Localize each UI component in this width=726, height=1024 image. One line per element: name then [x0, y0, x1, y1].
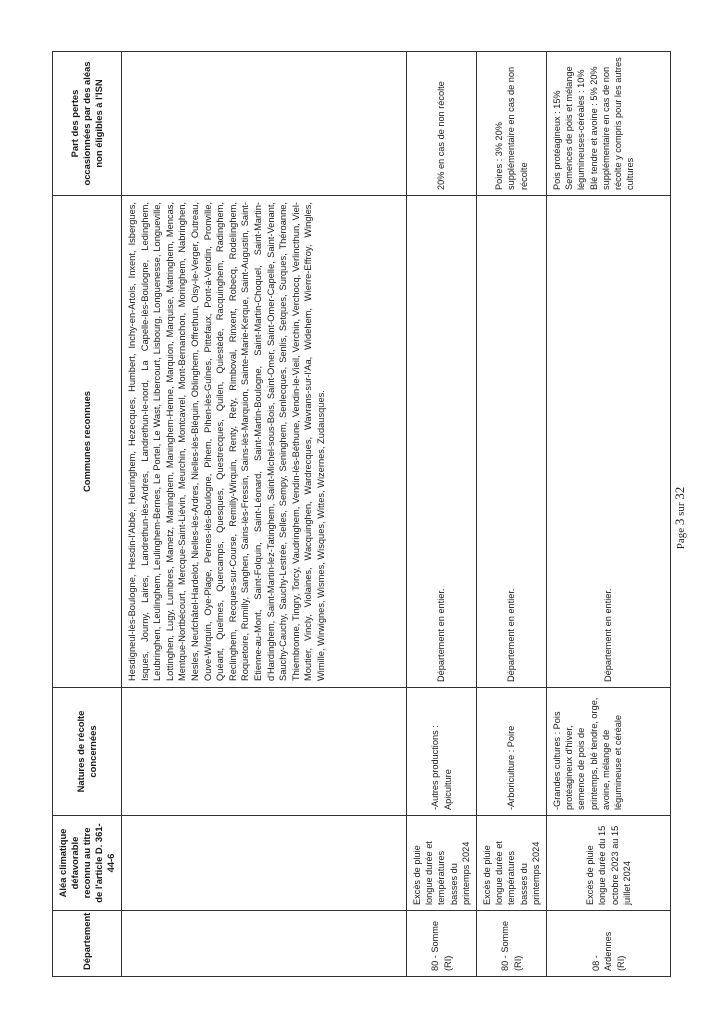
cell-alea: Excès de pluie longue durée du 15 octobre 2023 au 15 juillet 2024 — [547, 816, 671, 911]
table-row — [122, 52, 407, 977]
header-part: Part des pertes occasionnées par des aléas non éligibles à l'ISN — [53, 52, 122, 196]
cell-communes: Département en entier. — [477, 196, 547, 688]
cell-alea: Excès de pluie longue durée et températures basses du printemps 2024 — [477, 816, 547, 911]
cell-communes: Département en entier. — [547, 196, 671, 688]
cell-natures: -Grandes cultures : Pois protéagineux d'hiver, semence de pois de printemps, blé tendre, orge, avoine, mélange de légumineuse et céréale — [547, 688, 671, 816]
page-current: 3 — [672, 518, 687, 526]
cell-natures: -Arboriculture : Poire — [477, 688, 547, 816]
cell-part — [122, 52, 407, 196]
page-total: 32 — [672, 486, 687, 500]
header-departement: Département — [53, 911, 122, 977]
header-communes: Communes reconnues — [53, 196, 122, 688]
recognition-table — [52, 51, 671, 977]
cell-natures — [122, 688, 407, 816]
cell-departement: 80 - Somme (RI) — [477, 911, 547, 977]
header-natures: Natures de récolte concernées — [53, 688, 122, 816]
cell-part: Pois protéagineux : 15% Semences de pois et mélange légumineuses-céréales : 10% Blé tendre et avoine : 5% 20% supplémentaire en cas de non récolte y compris pour les autres cultures — [547, 52, 671, 196]
table-header-row — [53, 52, 122, 977]
cell-alea: Excès de pluie longue durée et températures basses du printemps 2024 — [407, 816, 477, 911]
page-separator: sur — [675, 502, 687, 516]
cell-communes: Hesdigneul-lès-Boulogne, Hesdin-l'Abbé, Heuringhem, Hezecques, Humbert, Inchy-en-Artois, Inxent, Isbergues, Isques, Journy, Laires, Landrethun-lès-Ardres, Landrethun-le-nord, La Capelle-lès-Boulogne, Ledinghem, Leubringhen, Leulinghem, Leulinghem-Bernes, Le Portel, Le Wast, Libercourt, Lisbourg, Longuenesse, Longueville, Lottinghen, Lugy, Lumbres, Mametz, Maninghem, Maninghem-Henne, Marquion, Marquise, Matringhem, Mencas, Mentque-Nortbécourt, Mercque-Saint-Liévin, Meurchin, Montcavrel, Mont-Bernanchon, Moringhem, Nabringhen, Nesles, Neufchâtel-Hardelot, Nielles-lès-Ardres, Nielles-lès-Bléquin, Oblinghem, Offrethun, Oisy-le-Verger, Outreau, Ouve-Wirquin, Oye-Plage, Pernes-lès-Boulogne, Pihem, Pihen-lès-Guînes, Pittefaux, Pont-à-Vendin, Pronville, Quéant, Quelmes, Quercamps, Quesques, Questrecques, Quilen, Quiestède, Racquinghem, Radinghem, Reclinghem, Recques-sur-Course, Remilly-Wirquin, Renty, Rety, Rimboval, Rinxent, Robecq, Rodelinghem, Roquetoire, Rumilly, Sanghen, Sains-lès-Fressin, Sains-lès-Marquion, Sainte-Marie-Kerque, Saint-Augustin, Saint-Etienne-au-Mont, Saint-Folquin, Saint-Léonard, Saint-Martin-Boulogne, Saint-Martin-Choquel, Saint-Martin-d'Hardinghem, Saint-Martin-lez-Tatinghem, Saint-Michel-sous-Bois, Saint-Omer, Saint-Omer-Capelle, Saint-Venant, Sauchy-Cauchy, Sauchy-Lestrée, Selles, Sempy, Seninghem, Senlecques, Senlis, Setques, Surques, Théroanne, Thiembronne, Tingry, Torcy, Vaudringhem, Vendin-lès-Béthune, Vendin-le-Vieil, Verchin, Verchocq, Verlincthun, Viel-Moutier, Vincly, Violaines, Wacquinghen, Wardrecques, Wavrans-sur-l'Aa, Widehem, Wierre-Effroy, Wingles, Wimille, Wirwignes, Wismes, Wisques, Wittes, Wizernes, Zudausques. — [122, 196, 407, 688]
rotated-table-wrapper — [52, 52, 662, 977]
cell-alea — [122, 816, 407, 911]
cell-departement — [122, 911, 407, 977]
table-row — [547, 52, 671, 977]
table-row — [407, 52, 477, 977]
cell-departement: 80 - Somme (RI) — [407, 911, 477, 977]
page-prefix: Page — [675, 527, 687, 550]
cell-departement: 08 - Ardennes (RI) — [547, 911, 671, 977]
cell-part: 20% en cas de non récolte — [407, 52, 477, 196]
header-alea: Aléa climatique défavorable reconnu au titre de l'article D. 361-44-6 — [53, 816, 122, 911]
table-row — [477, 52, 547, 977]
cell-communes: Département en entier. — [407, 196, 477, 688]
cell-part: Poires : 3% 20% supplémentaire en cas de non récolte — [477, 52, 547, 196]
cell-natures: -Autres productions : Apiculture — [407, 688, 477, 816]
page-number — [672, 478, 688, 558]
